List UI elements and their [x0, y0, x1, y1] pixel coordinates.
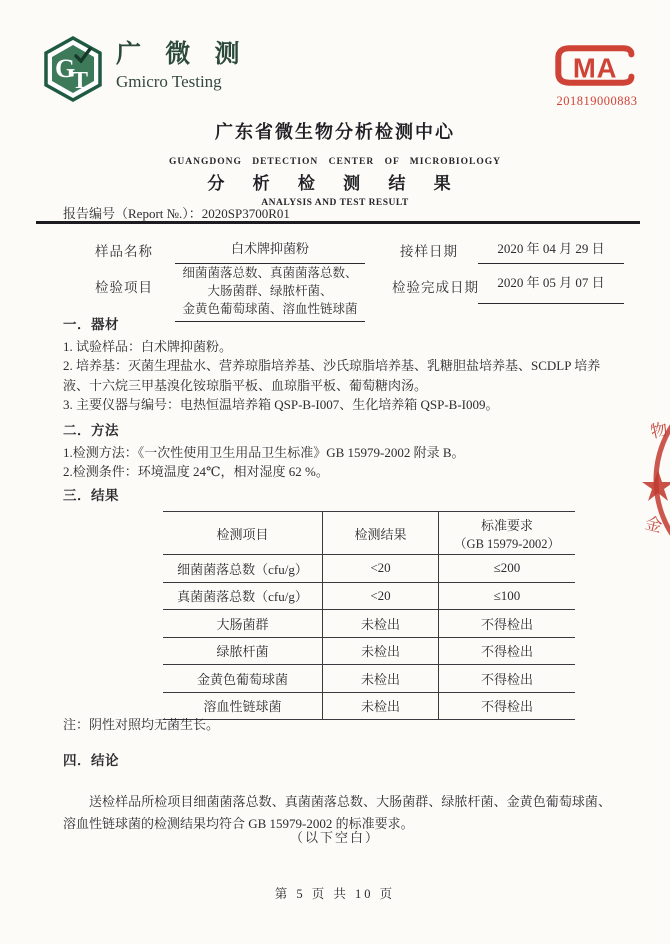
header-test-result: 检测结果 [323, 512, 439, 555]
section2-item1: 1.检测方法：《一次性使用卫生用品卫生标准》GB 15979-2002 附录 B。 [63, 444, 465, 460]
row-standard: 不得检出 [439, 610, 576, 638]
results-table [163, 511, 575, 720]
section-method [63, 421, 611, 482]
header-standard-line1: 标准要求 [480, 517, 533, 533]
section1-item1: 1. 试验样品：白术牌抑菌粉。 [63, 338, 233, 354]
finish-date-value: 2020 年 05 月 07 日 [478, 272, 624, 304]
row-item: 溶血性链球菌 [163, 692, 323, 720]
test-items-line2: 大肠菌群、绿脓杆菌、 [207, 284, 333, 299]
official-seal-partial [628, 390, 670, 570]
section1-item2: 2. 培养基：灭菌生理盐水、营养琼脂培养基、沙氏琼脂培养基、乳糖胆盐培养基、SCDLP 培养液、十六烷三甲基溴化铵琼脂平板、血琼脂平板、葡萄糖肉汤。 [63, 358, 601, 393]
company-logo [42, 36, 249, 102]
cma-mark [547, 44, 647, 109]
section2-item2: 2.检测条件：环境温度 24℃，相对湿度 62 %。 [63, 464, 329, 479]
row-item: 绿脓杆菌 [163, 637, 323, 665]
conclusion-text: 送检样品所检项目细菌菌落总数、真菌菌落总数、大肠菌群、绿脓杆菌、金黄色葡萄球菌、溶血性链球菌的检测结果均符合 GB 15979-2002 的标准要求。 [63, 793, 611, 831]
gt-hexagon-logo-icon [42, 36, 104, 102]
row-item: 细菌菌落总数（cfu/g） [163, 555, 323, 583]
company-name-en: Gmicro Testing [116, 72, 222, 91]
section2-title: 二．方法 [63, 423, 119, 438]
row-item: 真菌菌落总数（cfu/g） [163, 582, 323, 610]
row-standard: ≤100 [439, 582, 576, 610]
row-standard: ≤200 [439, 555, 576, 583]
table-row [163, 555, 575, 583]
header-divider [36, 221, 640, 224]
company-name-cn: 广 微 测 [116, 41, 249, 68]
table-note: 注：阴性对照均无菌生长。 [63, 717, 220, 732]
logo-letter-t: T [72, 68, 89, 94]
finish-date-label: 检验完成日期 [392, 280, 479, 295]
blank-below-note: （以下空白） [289, 830, 380, 845]
seal-char-2: 金 [643, 513, 665, 536]
section1-item3: 3. 主要仪器与编号：电热恒温培养箱 QSP-B-I007、生化培养箱 QSP-B-I009。 [63, 397, 499, 412]
report-number: 报告编号（Report №.）：2020SP3700R01 [63, 206, 290, 221]
table-row [163, 582, 575, 610]
section3-title: 三．结果 [63, 488, 119, 503]
page-number: 第 5 页 共 10 页 [274, 887, 396, 901]
row-result: 未检出 [323, 610, 439, 638]
center-name-cn: 广东省微生物分析检测中心 [215, 122, 455, 142]
sample-name-value: 白术牌抑菌粉 [175, 238, 365, 264]
test-items-label: 检验项目 [95, 280, 153, 295]
row-standard: 不得检出 [439, 665, 576, 693]
row-item: 金黄色葡萄球菌 [163, 665, 323, 693]
row-result: 未检出 [323, 692, 439, 720]
row-result: 未检出 [323, 637, 439, 665]
row-result: <20 [323, 582, 439, 610]
seal-char-1: 物 [648, 419, 670, 442]
test-items-line1: 细菌菌落总数、真菌菌落总数、 [182, 266, 358, 280]
table-row [163, 637, 575, 665]
section-equipment [63, 315, 611, 415]
header-standard [439, 512, 576, 555]
section1-title: 一．器材 [63, 317, 119, 332]
test-items-line3: 金黄色葡萄球菌、溶血性链球菌 [182, 302, 358, 317]
header-standard-line2: （GB 15979-2002） [454, 536, 560, 551]
section4-title: 四．结论 [63, 753, 119, 768]
sample-name-label: 样品名称 [95, 244, 153, 259]
logo-letter-g: G [55, 54, 76, 83]
table-row [163, 610, 575, 638]
row-result: 未检出 [323, 665, 439, 693]
row-result: <20 [323, 555, 439, 583]
row-item: 大肠菌群 [163, 610, 323, 638]
row-standard: 不得检出 [439, 637, 576, 665]
doc-title-en: ANALYSIS AND TEST RESULT [261, 198, 409, 208]
section-conclusion [63, 751, 611, 835]
cma-letters: MA [572, 52, 618, 84]
receive-date-value: 2020 年 04 月 29 日 [478, 238, 624, 264]
table-header-row [163, 512, 575, 555]
section-result [63, 486, 611, 508]
cma-c-icon [553, 44, 641, 87]
cma-number: 201819000883 [556, 94, 638, 108]
header-test-item: 检测项目 [163, 512, 323, 555]
table-row [163, 692, 575, 720]
table-row [163, 665, 575, 693]
doc-title-cn: 分 析 检 测 结 果 [207, 174, 463, 193]
test-items-value [175, 264, 365, 322]
receive-date-label: 接样日期 [400, 244, 458, 259]
center-name-en: GUANGDONG DETECTION CENTER OF MICROBIOLOGY [169, 157, 501, 167]
row-standard: 不得检出 [439, 692, 576, 720]
